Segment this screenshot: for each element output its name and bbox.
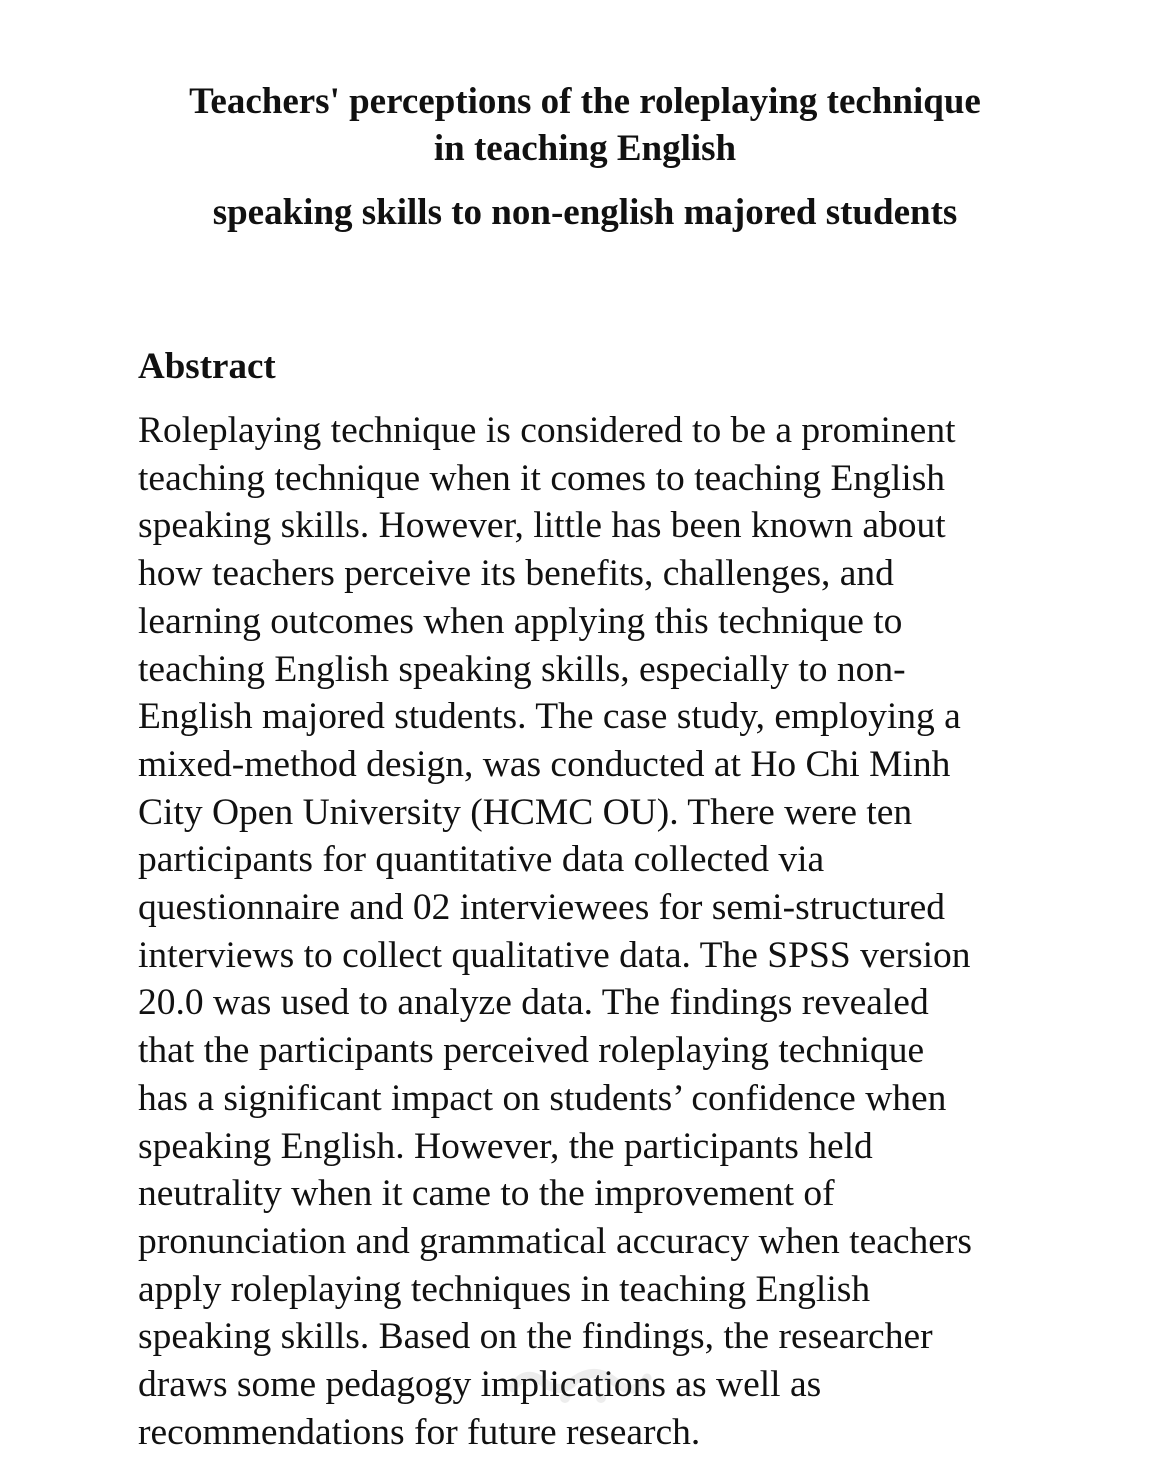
abstract-line: English majored students. The case study, employing a bbox=[138, 696, 961, 738]
abstract-line: speaking skills. However, little has been known about bbox=[138, 505, 946, 547]
abstract-line: teaching English speaking skills, especially to non- bbox=[138, 648, 906, 690]
abstract-body bbox=[138, 407, 1038, 1456]
paper-title bbox=[0, 78, 1170, 236]
abstract-line: City Open University (HCMC OU). There were ten bbox=[138, 791, 913, 833]
abstract-line: pronunciation and grammatical accuracy when teachers bbox=[138, 1220, 972, 1262]
abstract-line: neutrality when it came to the improvement of bbox=[138, 1173, 835, 1215]
abstract-line: speaking English. However, the participants held bbox=[138, 1125, 873, 1167]
title-line-3: speaking skills to non-english majored students bbox=[212, 192, 958, 233]
abstract-line: participants for quantitative data collected via bbox=[138, 839, 825, 881]
abstract-line: draws some pedagogy implications as well as bbox=[138, 1364, 822, 1406]
abstract-line: Roleplaying technique is considered to be a prominent bbox=[138, 410, 956, 451]
abstract-line: apply roleplaying techniques in teaching English bbox=[138, 1268, 871, 1310]
title-line-1: Teachers' perceptions of the roleplaying technique bbox=[189, 81, 981, 122]
abstract-line: recommendations for future research. bbox=[138, 1411, 701, 1453]
abstract-line: learning outcomes when applying this technique to bbox=[138, 600, 903, 642]
abstract-line: how teachers perceive its benefits, challenges, and bbox=[138, 553, 894, 595]
abstract-heading: Abstract bbox=[138, 346, 276, 387]
abstract-line: 20.0 was used to analyze data. The findings revealed bbox=[138, 982, 929, 1024]
abstract-line: speaking skills. Based on the findings, the researcher bbox=[138, 1316, 933, 1358]
abstract-line: interviews to collect qualitative data. The SPSS version bbox=[138, 934, 971, 976]
abstract-line: that the participants perceived roleplaying technique bbox=[138, 1030, 925, 1072]
abstract-line: questionnaire and 02 interviewees for semi-structured bbox=[138, 887, 946, 929]
abstract-line: teaching technique when it comes to teaching English bbox=[138, 457, 946, 499]
abstract-line: has a significant impact on students’ confidence when bbox=[138, 1077, 947, 1119]
title-line-2: in teaching English bbox=[433, 128, 737, 169]
abstract-line: mixed-method design, was conducted at Ho Chi Minh bbox=[138, 743, 951, 785]
